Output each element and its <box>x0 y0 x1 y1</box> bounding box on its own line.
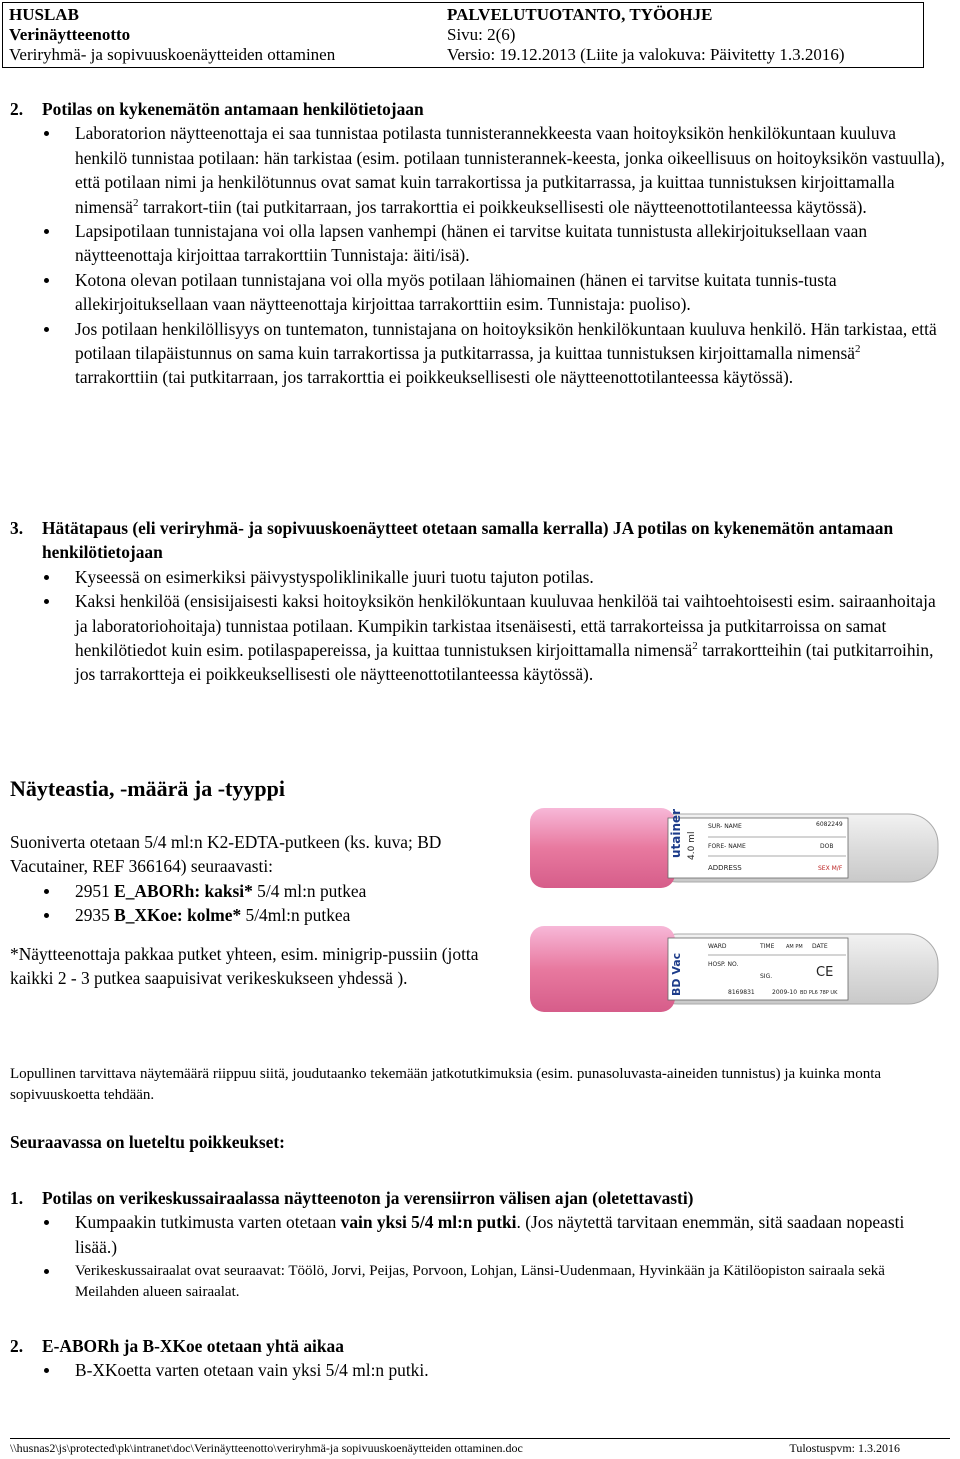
list-item: 2935 B_XKoe: kolme* 5/4ml:n putkea <box>10 903 480 927</box>
svg-text:DATE: DATE <box>812 943 828 950</box>
svg-text:2009-10: 2009-10 <box>772 989 798 996</box>
svg-text:8169831: 8169831 <box>728 989 755 996</box>
list-item: Kotona olevan potilaan tunnistajana voi olla myös potilaan lähiomainen (hänen ei tarvitse kuitata tunnis-tusta allekirjoituksellaan vaan näytteenottaja kirjoittaa tarrakorttiin esim. Tunnistaja: puoliso). <box>10 268 945 317</box>
tube-intro: Suoniverta otetaan 5/4 ml:n K2-EDTA-putkeen (ks. kuva; BD Vacutainer, REF 366164) seuraavasti: <box>10 832 442 877</box>
section-2 <box>10 97 945 390</box>
list-item: Kumpaakin tutkimusta varten otetaan vain yksi 5/4 ml:n putki. (Jos näytettä tarvitaan enemmän, sitä saadaan nopeasti lisää.) <box>10 1210 945 1259</box>
exception-2-heading: 2. E-ABORh ja B-XKoe otetaan yhtä aikaa <box>10 1336 344 1356</box>
tube-2 <box>530 926 938 1012</box>
file-path: \\husnas2\js\protected\pk\intranet\doc\Verinäytteenotto\veriryhmä-ja sopivuuskoenäytteiden ottaminen.doc <box>10 1441 523 1455</box>
section-3 <box>10 516 945 687</box>
svg-text:BD PL6 78P UK: BD PL6 78P UK <box>800 990 838 996</box>
svg-text:SEX M/F: SEX M/F <box>818 865 843 872</box>
document-title: Veriryhmä- ja sopivuuskoenäytteiden ottaminen <box>9 45 336 64</box>
svg-text:utainer: utainer <box>669 808 683 858</box>
section-3-list <box>10 565 945 687</box>
section-2-heading: 2. Potilas on kykenemätön antamaan henkilötietojaan <box>10 99 424 119</box>
svg-text:SUR- NAME: SUR- NAME <box>708 823 742 830</box>
tube-section-body <box>10 830 480 990</box>
svg-text:CE: CE <box>816 965 834 980</box>
svg-text:AM PM: AM PM <box>786 944 803 950</box>
document-footer <box>10 1441 950 1456</box>
page-number: Sivu: 2(6) <box>447 25 516 44</box>
list-item: 2951 E_ABORh: kaksi* 5/4 ml:n putkea <box>10 879 480 903</box>
blood-tube-photo <box>528 800 948 1030</box>
svg-text:WARD: WARD <box>708 943 727 950</box>
list-item: Jos potilaan henkilöllisyys on tuntematon, tunnistajana on hoitoyksikön henkilökuntaan kuuluva henkilö. Hän tarkistaa, että potilaan tilapäistunnus on sama kuin tarrakortissa ja putkitarrassa, ja kuittaa tunnistuksen kirjoittamalla nimensä$^2$ tarrakorttiin (tai putkitarraan, jos tarrakorttia ei poikkeuksellisesti ole näytteenottotilanteessa käytössä). <box>10 317 945 390</box>
exceptions-title: Seuraavassa on lueteltu poikkeukset: <box>10 1132 285 1152</box>
list-item: Laboratorion näytteenottaja ei saa tunnistaa potilasta tunnisterannekkeesta vaan hoitoyksikön henkilökuntaan kuuluva henkilö tunnistaa potilaan: hän tarkistaa (esim. potilaan tunnisterannek-keesta, jonka oikeellisuus on hoitoyksikön vastuulla), että potilaan nimi ja henkilötunnus ovat samat kuin tarrakortissa ja putkitarrassa, ja kuittaa tunnistuksen kirjoittamalla nimensä$^2$ tarrakort-tiin (tai putkitarraan, jos tarrakorttia ei poikkeuksellisesti ole näytteenottotilanteessa käytössä). <box>10 121 945 219</box>
exception-1 <box>10 1186 945 1303</box>
tube-1 <box>530 808 938 888</box>
print-date: Tulostuspvm: 1.3.2016 <box>789 1441 900 1455</box>
version-info: Versio: 19.12.2013 (Liite ja valokuva: Päivitetty 1.3.2016) <box>447 45 845 64</box>
list-item: Verikeskussairaalat ovat seuraavat: Töölö, Jorvi, Peijas, Porvoon, Lohjan, Länsi-Uudenmaan, Hyvinkään ja Kätilöopiston sairaala sekä Meilahden alueen sairaalat. <box>10 1259 945 1303</box>
tube-note: *Näytteenottaja pakkaa putket yhteen, esim. minigrip-pussiin (jotta kaikki 2 - 3 putkea saapuisivat verikeskukseen yhdessä ). <box>10 943 479 989</box>
exception-2-list <box>10 1358 945 1382</box>
svg-text:SIG.: SIG. <box>760 973 773 980</box>
list-item: Lapsipotilaan tunnistajana voi olla lapsen vanhempi (hänen ei tarvitse kuitata tunnistusta allekirjoituksellaan vaan näytteenottaja kirjoittaa tarrakorttiin Tunnistaja: äiti/isä). <box>10 219 945 268</box>
exception-1-list <box>10 1210 945 1303</box>
tube-list <box>10 879 480 928</box>
svg-text:ADDRESS: ADDRESS <box>708 864 742 872</box>
svg-text:FORE- NAME: FORE- NAME <box>708 843 746 850</box>
svg-text:BD Vac: BD Vac <box>670 952 683 996</box>
svg-text:TIME: TIME <box>760 943 775 950</box>
list-item: Kaksi henkilöä (ensisijaisesti kaksi hoitoyksikön henkilökuntaan kuuluvaa henkilöä tai vaihtoehtoisesti esim. sairaanhoitaja ja laboratoriohoitaja) tunnistaa potilaan. Kumpikin tarkistaa itsenäisesti, että tarrakorteissa ja putkitarroissa on samat henkilötiedot kuin esim. potilaspapereissa, ja kuittaa tunnistuksen kirjoittamalla nimensä$^2$ tarrakortteihin (tai putkitarroihin, jos tarrakortteja ei poikkeuksellisesti ole näytteenottotilanteessa käytössä). <box>10 589 945 687</box>
list-item: Kyseessä on esimerkiksi päivystyspoliklinikalle juuri tuotu tajuton potilas. <box>10 565 945 589</box>
org-name: HUSLAB <box>9 5 79 24</box>
exception-2 <box>10 1334 945 1383</box>
svg-text:4.0 ml: 4.0 ml <box>687 831 697 860</box>
svg-text:HOSP. NO.: HOSP. NO. <box>708 961 739 968</box>
footer-divider <box>10 1438 950 1439</box>
section-2-list <box>10 121 945 389</box>
tube-section-title: Näyteastia, -määrä ja -tyyppi <box>10 776 285 801</box>
section-3-heading: 3. Hätätapaus (eli veriryhmä- ja sopivuuskoenäytteet otetaan samalla kerralla) JA potilas on kykenemätön antamaan henkilötietojaan <box>10 518 894 563</box>
document-header <box>2 2 924 68</box>
unit-name: Verinäytteenotto <box>9 25 131 44</box>
sample-volume-note: Lopullinen tarvittava näytemäärä riippuu siitä, joudutaanko tekemään jatkotutkimuksia (esim. punasoluvasta-aineiden tunnistus) ja kuinka monta sopivuuskoetta tehdään. <box>10 1066 882 1103</box>
list-item: B-XKoetta varten otetaan vain yksi 5/4 ml:n putki. <box>10 1358 945 1382</box>
svg-text:6082249: 6082249 <box>816 821 843 828</box>
exception-1-heading: 1. Potilas on verikeskussairaalassa näytteenoton ja verensiirron välisen ajan (oletettavasti) <box>10 1188 694 1208</box>
document-category: PALVELUTUOTANTO, TYÖOHJE <box>447 5 713 24</box>
svg-text:DOB: DOB <box>820 843 834 850</box>
